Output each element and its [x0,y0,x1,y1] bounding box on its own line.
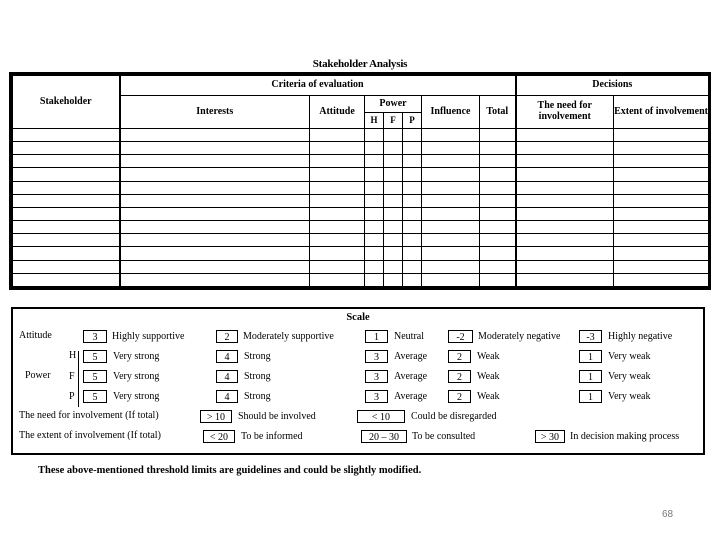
table-cell [310,128,365,141]
scale-title: Scale [346,312,370,323]
power-value-box: 1 [579,390,602,403]
table-cell [365,194,384,207]
power-value-box: 3 [365,370,388,383]
table-cell [516,181,614,194]
power-value-box: 1 [579,350,602,363]
table-cell [614,181,709,194]
table-row [13,260,709,273]
power-value-box: 4 [216,370,238,383]
table-cell [384,260,403,273]
table-cell [480,141,516,154]
table-cell [13,194,120,207]
table-cell [422,273,480,286]
extent-value-box: < 20 [203,430,235,443]
table-cell [310,168,365,181]
stakeholder-header: Stakeholder [13,76,120,129]
table-cell [516,221,614,234]
table-cell [614,141,709,154]
table-cell [480,221,516,234]
table-cell [13,155,120,168]
attitude-text: Moderately negative [478,331,561,342]
table-cell [422,141,480,154]
table-cell [120,234,310,247]
table-cell [516,168,614,181]
table-cell [516,260,614,273]
need-value-box: < 10 [357,410,405,423]
table-cell [403,260,422,273]
table-cell [365,155,384,168]
table-cell [480,194,516,207]
power-text: Strong [244,351,271,362]
table-cell [403,207,422,220]
page-number: 68 [662,509,674,520]
attitude-header: Attitude [310,95,365,128]
attitude-text: Highly supportive [112,331,185,342]
table-cell [403,155,422,168]
table-cell [422,247,480,260]
table-cell [516,247,614,260]
power-value-box: 3 [365,390,388,403]
power-text: Very weak [608,371,651,382]
table-row [13,128,709,141]
table-cell [480,181,516,194]
table-cell [384,247,403,260]
power-label: Power [25,370,51,381]
table-cell [365,221,384,234]
table-cell [120,260,310,273]
criteria-header: Criteria of evaluation [120,76,516,96]
table-cell [403,194,422,207]
table-cell [13,221,120,234]
attitude-value-box: 1 [365,330,388,343]
table-cell [516,207,614,220]
table-cell [516,194,614,207]
table-cell [120,141,310,154]
extent-text: In decision making process [570,431,680,442]
interests-header: Interests [120,95,310,128]
table-row [13,234,709,247]
attitude-value-box: 2 [216,330,238,343]
table-cell [13,234,120,247]
need-value-box: > 10 [200,410,232,423]
power-letter-p: P [69,391,75,402]
power-header: Power [365,95,422,113]
table-cell [120,207,310,220]
table-cell [310,194,365,207]
table-cell [422,234,480,247]
table-cell [403,181,422,194]
table-cell [403,273,422,286]
power-text: Strong [244,371,271,382]
scale-box [11,307,705,455]
table-cell [120,168,310,181]
table-cell [422,128,480,141]
table-cell [614,128,709,141]
power-text: Strong [244,391,271,402]
attitude-value-box: 3 [83,330,107,343]
table-cell [365,273,384,286]
table-cell [403,221,422,234]
table-cell [422,194,480,207]
stakeholder-analysis-table [9,72,711,290]
table-cell [422,260,480,273]
table-cell [480,207,516,220]
table-cell [365,207,384,220]
table-cell [614,207,709,220]
power-h-header: H [365,113,384,128]
table-cell [13,181,120,194]
table-cell [384,207,403,220]
table-cell [384,273,403,286]
power-letter-h: H [69,350,77,361]
table-cell [365,181,384,194]
decisions-header: Decisions [516,76,709,96]
table-cell [614,194,709,207]
table-cell [614,155,709,168]
power-value-box: 3 [365,350,388,363]
table-cell [13,260,120,273]
table-cell [365,247,384,260]
table-cell [120,247,310,260]
table-cell [384,168,403,181]
table-cell [403,128,422,141]
table-cell [614,273,709,286]
power-text: Very strong [113,371,160,382]
table-cell [310,181,365,194]
table-cell [310,247,365,260]
table-cell [614,168,709,181]
table-cell [384,128,403,141]
extent-text: To be consulted [412,431,476,442]
attitude-text: Neutral [394,331,424,342]
table-cell [516,128,614,141]
table-cell [384,234,403,247]
table-cell [365,141,384,154]
extent-label: The extent of involvement (If total) [19,430,161,441]
table-cell [422,181,480,194]
table-cell [403,247,422,260]
power-value-box: 4 [216,390,238,403]
table-cell [120,273,310,286]
power-value-box: 5 [83,350,107,363]
table-cell [403,141,422,154]
power-p-header: P [403,113,422,128]
extent-value-box: 20 – 30 [361,430,407,443]
table-cell [365,234,384,247]
table-cell [384,141,403,154]
table-cell [13,168,120,181]
table-cell [13,207,120,220]
table-cell [403,234,422,247]
table-cell [310,155,365,168]
footnote: These above-mentioned threshold limits are guidelines and could be slightly modified. [38,465,422,476]
table-cell [120,155,310,168]
power-value-box: 5 [83,390,107,403]
table-cell [13,141,120,154]
table-row [13,247,709,260]
table-row [13,273,709,286]
extent-value-box: > 30 [535,430,565,443]
table-row [13,168,709,181]
power-value-box: 2 [448,350,471,363]
attitude-value-box: -3 [579,330,602,343]
power-text: Weak [477,351,500,362]
table-cell [310,234,365,247]
table-row [13,141,709,154]
table-cell [422,207,480,220]
attitude-label: Attitude [19,330,52,341]
table-cell [422,221,480,234]
table-cell [480,247,516,260]
table-cell [365,168,384,181]
table-row [13,221,709,234]
table-cell [480,260,516,273]
power-value-box: 1 [579,370,602,383]
table-cell [365,260,384,273]
page-title: Stakeholder Analysis [312,58,408,70]
influence-header: Influence [422,95,480,128]
table-row [13,194,709,207]
table-cell [310,141,365,154]
table-cell [310,273,365,286]
table-cell [480,155,516,168]
power-text: Average [394,371,428,382]
table-cell [516,155,614,168]
table-cell [13,128,120,141]
table-cell [516,273,614,286]
table-cell [384,155,403,168]
need-text: Could be disregarded [411,411,497,422]
power-text: Very strong [113,351,160,362]
extent-text: To be informed [241,431,303,442]
table-cell [614,234,709,247]
table-cell [480,168,516,181]
table-cell [384,221,403,234]
table-cell [516,141,614,154]
table-cell [120,194,310,207]
table-cell [13,247,120,260]
table-cell [614,260,709,273]
table-row [13,181,709,194]
power-text: Average [394,351,428,362]
total-header: Total [480,95,516,128]
table-cell [384,181,403,194]
table-cell [480,128,516,141]
power-f-header: F [384,113,403,128]
table-cell [310,260,365,273]
power-text: Very strong [113,391,160,402]
table-cell [13,273,120,286]
attitude-value-box: -2 [448,330,473,343]
table-cell [120,128,310,141]
power-value-box: 2 [448,390,471,403]
table-cell [403,168,422,181]
table-cell [120,181,310,194]
table-cell [310,207,365,220]
power-text: Average [394,391,428,402]
table-cell [422,168,480,181]
table-cell [310,221,365,234]
table-cell [480,273,516,286]
extent-header: Extent of involvement [614,95,709,128]
table-cell [614,221,709,234]
power-text: Very weak [608,391,651,402]
power-text: Weak [477,371,500,382]
table-row [13,207,709,220]
power-value-box: 2 [448,370,471,383]
attitude-text: Moderately supportive [243,331,334,342]
power-value-box: 5 [83,370,107,383]
table-cell [384,194,403,207]
power-value-box: 4 [216,350,238,363]
need-text: Should be involved [238,411,316,422]
table-cell [365,128,384,141]
table-row [13,155,709,168]
table-cell [422,155,480,168]
table-cell [480,234,516,247]
attitude-text: Highly negative [608,331,673,342]
table-cell [516,234,614,247]
power-text: Very weak [608,351,651,362]
need-header: The need for involvement [516,95,614,128]
table-cell [120,221,310,234]
table-cell [614,247,709,260]
power-letter-f: F [69,371,75,382]
power-text: Weak [477,391,500,402]
need-label: The need for involvement (If total) [19,410,159,421]
